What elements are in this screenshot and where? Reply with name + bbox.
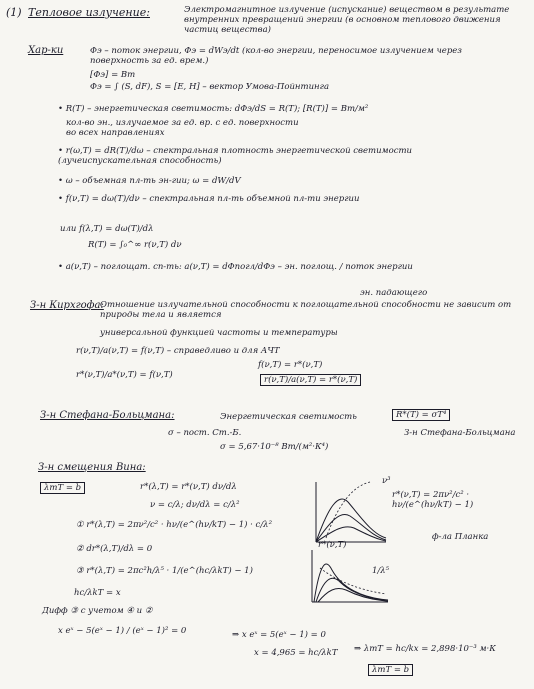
absorptivity-note: эн. падающего	[360, 288, 428, 298]
diff-label: Дифф ③ с учетом ④ и ②	[42, 606, 153, 616]
stefan-side: З-н Стефана-Больцмана	[404, 428, 516, 438]
planck-label: ф-ла Планка	[432, 532, 489, 542]
wien-l2: ν = c/λ; dν/dλ = c/λ²	[150, 500, 240, 510]
diff-f3: x = 4,965 = hc/λkT	[254, 648, 338, 658]
section-number: (1)	[6, 6, 22, 19]
flux-integral: Φэ = ∫ (S, dF), S = [E, H] – вектор Умова-Пойнтинга	[90, 82, 330, 92]
flux-units: [Φэ] = Вт	[90, 70, 136, 80]
planck-formula: r*(ν,T) = 2πν²/c² · hν/(e^(hν/kT) − 1)	[392, 490, 474, 511]
section-title: Тепловое излучение:	[28, 6, 150, 19]
wien-l1: r*(λ,T) = r*(ν,T) dν/dλ	[140, 482, 237, 492]
graph-label-lambda: 1/λ⁵	[372, 566, 390, 576]
flux-line: Φэ – поток энергии, Φэ = dWэ/dt (кол-во энергии, переносимое излучением через поверхность за ед. врем.)	[90, 46, 462, 67]
x-def: hc/λkT = x	[74, 588, 121, 598]
step-1: ① r*(λ,T) = 2πν²/c² · hν/(e^(hν/kT) − 1) · c/λ²	[76, 520, 272, 530]
diff-f2: ⇒ x eˣ = 5(eˣ − 1) = 0	[232, 630, 326, 640]
lambda-form: или f(λ,T) = dω(T)/dλ	[60, 224, 154, 234]
radiance-explain: кол-во эн., излучаемое за ед. вр. с ед. поверхности во всех направлениях	[66, 118, 299, 139]
kirchhoff-text-2: универсальной функцией частоты и температуры	[100, 328, 338, 338]
stefan-const: σ – пост. Ст.-Б.	[168, 428, 242, 438]
diff-f4: ⇒ λmT = hc/kx = 2,898·10⁻³ м·К	[354, 644, 496, 654]
spectral-density: • r(ω,T) = dR(T)/dω – спектральная плотность энергетической светимости (лучеиспускательная способность)	[58, 146, 413, 167]
definition-text: Электромагнитное излучение (испускание) веществом в результате внутренних превращений энергии (в основном теплового движения частиц вещества)	[184, 5, 510, 36]
characteristics-label: Хар-ки	[28, 45, 64, 56]
volume-density: • ω – объемная пл-ть эн-гии; ω = dW/dV	[58, 176, 241, 186]
step-3: ③ r*(λ,T) = 2πc²h/λ⁵ · 1/(e^(hc/λkT) − 1)	[76, 566, 253, 576]
radiance-integral: R(T) = ∫₀^∞ r(ν,T) dν	[88, 240, 182, 250]
kirchhoff-label: З-н Кирхгофа:	[30, 300, 104, 311]
wien-curves-sketch	[306, 548, 392, 608]
radiance-def: • R(T) – энергетическая светимость: dΦэ/dS = R(T); [R(T)] = Вт/м²	[58, 104, 369, 114]
kirchhoff-f1: r(ν,T)/a(ν,T) = f(ν,T) – справедливо и для АЧТ	[76, 346, 280, 356]
wien-boxed: λmT = b	[40, 482, 85, 494]
stefan-text: Энергетическая светимость	[220, 412, 357, 422]
absorptivity: • a(ν,T) – поглощат. сп-ть: a(ν,T) = dΦпогл/dΦэ – эн. поглощ. / поток энергии	[58, 262, 413, 272]
spectral-volume-density: • f(ν,T) = dω(T)/dν – спектральная пл-ть объемной пл-ти энергии	[58, 194, 360, 204]
kirchhoff-boxed: r(ν,T)/a(ν,T) = r*(ν,T)	[260, 374, 361, 386]
kirchhoff-f3: f(ν,T) = r*(ν,T)	[258, 360, 323, 370]
kirchhoff-text-1: Отношение излучательной способности к поглощательной способности не зависит от природы тела и является	[100, 300, 512, 321]
kirchhoff-f2: r*(ν,T)/a*(ν,T) = f(ν,T)	[76, 370, 173, 380]
graph-label-nu3: ν³	[382, 476, 391, 486]
planck-curves-sketch	[310, 478, 390, 548]
stefan-label: З-н Стефана-Больцмана:	[40, 410, 175, 421]
stefan-formula: R*(T) = σT⁴	[392, 409, 450, 421]
diff-f1: x eˣ − 5(eˣ − 1) / (eˣ − 1)² = 0	[58, 626, 187, 636]
graph-label-r: r*(ν,T)	[318, 540, 347, 550]
step-2: ② dr*(λ,T)/dλ = 0	[76, 544, 153, 554]
stefan-value: σ = 5,67·10⁻⁸ Вт/(м²·К⁴)	[220, 442, 329, 452]
wien-label: З-н смещения Вина:	[38, 462, 146, 473]
diff-final: λmT = b	[368, 664, 413, 676]
